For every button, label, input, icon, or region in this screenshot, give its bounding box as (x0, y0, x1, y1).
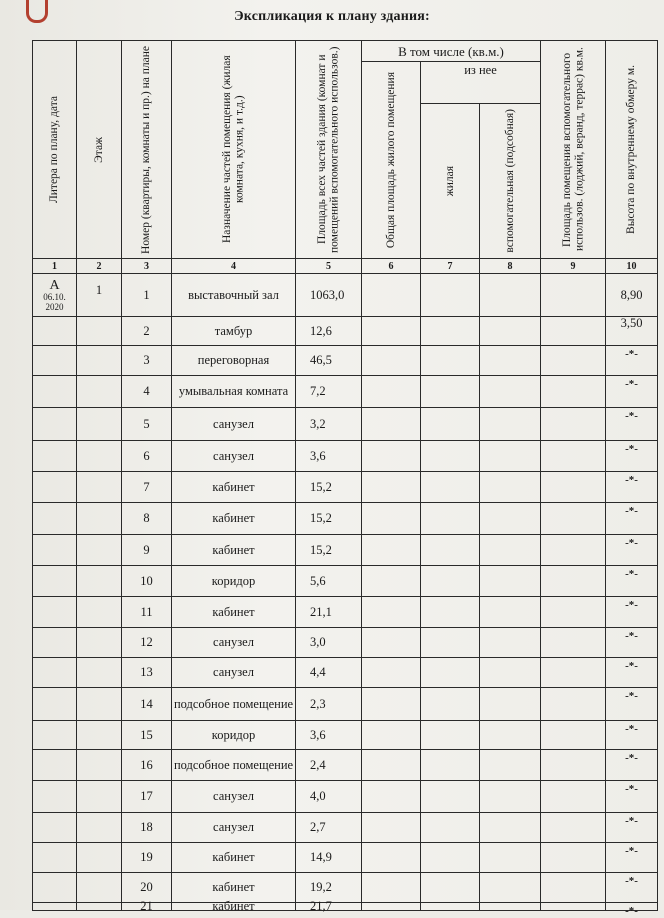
room-purpose: санузел (172, 628, 296, 658)
loggia-cell (541, 873, 606, 903)
living-total-cell (362, 441, 421, 472)
litera-cell (33, 503, 77, 535)
room-height: -*- (606, 408, 658, 441)
living-cell (421, 813, 480, 843)
page-title: Экспликация к плану здания: (234, 9, 430, 24)
header-purpose (172, 41, 296, 259)
living-total-cell (362, 873, 421, 903)
auxiliary-cell (480, 750, 541, 781)
room-number: 3 (122, 346, 172, 376)
litera-cell (33, 597, 77, 628)
room-area: 3,2 (296, 408, 362, 441)
floor-cell (77, 376, 122, 408)
litera-date: 06.10. 2020 (43, 291, 66, 312)
header-group-including: В том числе (кв.м.) (362, 41, 541, 62)
floor-cell (77, 658, 122, 688)
loggia-cell (541, 317, 606, 346)
header-auxiliary-text: вспомогательная (подсобная) (503, 109, 516, 253)
room-number: 9 (122, 535, 172, 566)
header-room-number (122, 41, 172, 259)
room-area: 3,6 (296, 721, 362, 750)
floor-cell (77, 873, 122, 903)
auxiliary-cell (480, 535, 541, 566)
room-number: 19 (122, 843, 172, 873)
room-number: 14 (122, 688, 172, 721)
room-area: 15,2 (296, 472, 362, 503)
header-purpose-text: Назначение частей помещения (жилая комната, кухня, и т.д.) (221, 55, 246, 244)
header-living (421, 104, 480, 259)
loggia-cell (541, 376, 606, 408)
loggia-cell (541, 535, 606, 566)
floor-cell (77, 721, 122, 750)
floor-cell (77, 813, 122, 843)
living-total-cell (362, 721, 421, 750)
room-area: 3,6 (296, 441, 362, 472)
litera-cell (33, 658, 77, 688)
living-total-cell (362, 813, 421, 843)
loggia-cell (541, 813, 606, 843)
room-purpose: кабинет (172, 903, 296, 911)
room-purpose: выставочный зал (172, 274, 296, 317)
living-cell (421, 408, 480, 441)
room-number: 21 (122, 903, 172, 911)
floor-cell (77, 346, 122, 376)
living-total-cell (362, 274, 421, 317)
room-number: 7 (122, 472, 172, 503)
living-cell (421, 658, 480, 688)
auxiliary-cell (480, 843, 541, 873)
room-purpose: санузел (172, 408, 296, 441)
room-purpose: умывальная комната (172, 376, 296, 408)
room-purpose: кабинет (172, 472, 296, 503)
living-cell (421, 843, 480, 873)
floor-cell (77, 535, 122, 566)
loggia-cell (541, 628, 606, 658)
litera-cell (33, 813, 77, 843)
living-cell (421, 346, 480, 376)
room-height: -*- (606, 535, 658, 566)
header-auxiliary (480, 104, 541, 259)
litera-value: А (49, 277, 60, 293)
column-number: 2 (77, 259, 122, 274)
room-height: 8,90 (606, 274, 658, 317)
living-cell (421, 597, 480, 628)
room-purpose: кабинет (172, 597, 296, 628)
room-area: 4,4 (296, 658, 362, 688)
auxiliary-cell (480, 597, 541, 628)
room-number: 11 (122, 597, 172, 628)
room-height: -*- (606, 441, 658, 472)
litera-cell (33, 274, 77, 317)
auxiliary-cell (480, 274, 541, 317)
room-height: -*- (606, 721, 658, 750)
room-number: 18 (122, 813, 172, 843)
living-total-cell (362, 843, 421, 873)
loggia-cell (541, 566, 606, 597)
floor-cell (77, 843, 122, 873)
floor-cell (77, 628, 122, 658)
loggia-cell (541, 750, 606, 781)
loggia-cell (541, 658, 606, 688)
living-cell (421, 503, 480, 535)
floor-cell (77, 317, 122, 346)
room-number: 4 (122, 376, 172, 408)
auxiliary-cell (480, 441, 541, 472)
header-litera (33, 41, 77, 259)
header-loggia-area-text: Площадь помещения вспомогательного использов. (лоджий, веранд, террас) кв.м. (560, 47, 585, 252)
header-room-number-text: Номер (квартиры, комнаты и пр.) на плане (140, 45, 153, 254)
floor-cell (77, 503, 122, 535)
room-height: -*- (606, 346, 658, 376)
litera-cell (33, 441, 77, 472)
auxiliary-cell (480, 472, 541, 503)
room-number: 1 (122, 274, 172, 317)
room-area: 2,7 (296, 813, 362, 843)
auxiliary-cell (480, 721, 541, 750)
room-purpose: санузел (172, 441, 296, 472)
loggia-cell (541, 346, 606, 376)
header-total-area (296, 41, 362, 259)
auxiliary-cell (480, 503, 541, 535)
floor-cell (77, 408, 122, 441)
column-number: 10 (606, 259, 658, 274)
room-area: 1063,0 (296, 274, 362, 317)
living-cell (421, 317, 480, 346)
room-number: 10 (122, 566, 172, 597)
living-cell (421, 441, 480, 472)
auxiliary-cell (480, 781, 541, 813)
floor-cell (77, 566, 122, 597)
header-height (606, 41, 658, 259)
room-area: 15,2 (296, 535, 362, 566)
litera-cell (33, 472, 77, 503)
auxiliary-cell (480, 688, 541, 721)
room-purpose: кабинет (172, 503, 296, 535)
loggia-cell (541, 408, 606, 441)
living-total-cell (362, 535, 421, 566)
room-height: 3,50 (606, 317, 658, 346)
column-number: 7 (421, 259, 480, 274)
room-area: 2,3 (296, 688, 362, 721)
room-number: 13 (122, 658, 172, 688)
litera-cell (33, 688, 77, 721)
litera-cell (33, 873, 77, 903)
room-height: -*- (606, 376, 658, 408)
room-height: -*- (606, 750, 658, 781)
header-living-text: жилая (443, 165, 456, 197)
room-height: -*- (606, 658, 658, 688)
living-total-cell (362, 346, 421, 376)
loggia-cell (541, 721, 606, 750)
header-floor (77, 41, 122, 259)
living-total-cell (362, 688, 421, 721)
header-litera-text: Литера по плану, дата (48, 95, 61, 204)
column-number: 9 (541, 259, 606, 274)
column-number: 6 (362, 259, 421, 274)
loggia-cell (541, 843, 606, 873)
living-cell (421, 376, 480, 408)
living-cell (421, 535, 480, 566)
room-area: 2,4 (296, 750, 362, 781)
header-subgroup: из нее (421, 62, 541, 104)
room-height: -*- (606, 628, 658, 658)
loggia-cell (541, 597, 606, 628)
living-total-cell (362, 750, 421, 781)
column-number: 8 (480, 259, 541, 274)
room-height: -*- (606, 813, 658, 843)
living-cell (421, 873, 480, 903)
room-purpose: подсобное помещение (172, 750, 296, 781)
room-number: 5 (122, 408, 172, 441)
room-height: -*- (606, 597, 658, 628)
living-cell (421, 688, 480, 721)
litera-cell (33, 566, 77, 597)
room-height: -*- (606, 472, 658, 503)
loggia-cell (541, 688, 606, 721)
litera-cell (33, 628, 77, 658)
room-area: 7,2 (296, 376, 362, 408)
room-area: 19,2 (296, 873, 362, 903)
living-total-cell (362, 781, 421, 813)
living-cell (421, 781, 480, 813)
auxiliary-cell (480, 566, 541, 597)
room-number: 15 (122, 721, 172, 750)
living-total-cell (362, 317, 421, 346)
room-area: 15,2 (296, 503, 362, 535)
living-cell (421, 628, 480, 658)
room-number: 17 (122, 781, 172, 813)
living-total-cell (362, 472, 421, 503)
room-purpose: коридор (172, 721, 296, 750)
explication-table (32, 40, 658, 917)
loggia-cell (541, 781, 606, 813)
room-height: -*- (606, 873, 658, 903)
room-number: 6 (122, 441, 172, 472)
litera-cell (33, 376, 77, 408)
room-height: -*- (606, 781, 658, 813)
header-living-total-text: Общая площадь жилого помещения (384, 71, 397, 249)
living-total-cell (362, 566, 421, 597)
room-number: 20 (122, 873, 172, 903)
room-number: 12 (122, 628, 172, 658)
litera-cell (33, 317, 77, 346)
room-area: 4,0 (296, 781, 362, 813)
room-purpose: санузел (172, 658, 296, 688)
floor-cell (77, 472, 122, 503)
room-purpose: кабинет (172, 873, 296, 903)
room-height: -*- (606, 688, 658, 721)
room-purpose: тамбур (172, 317, 296, 346)
floor-cell (77, 781, 122, 813)
auxiliary-cell (480, 376, 541, 408)
loggia-cell (541, 274, 606, 317)
room-height: -*- (606, 843, 658, 873)
room-area: 14,9 (296, 843, 362, 873)
litera-cell (33, 535, 77, 566)
header-loggia-area (541, 41, 606, 259)
column-number: 5 (296, 259, 362, 274)
room-purpose: переговорная (172, 346, 296, 376)
litera-cell (33, 408, 77, 441)
living-total-cell (362, 628, 421, 658)
living-cell (421, 274, 480, 317)
room-number: 2 (122, 317, 172, 346)
room-number: 8 (122, 503, 172, 535)
room-purpose: подсобное помещение (172, 688, 296, 721)
room-height: -*- (606, 566, 658, 597)
room-height: -*- (606, 503, 658, 535)
header-height-text: Высота по внутреннему обмеру м. (625, 65, 638, 234)
auxiliary-cell (480, 658, 541, 688)
floor-cell (77, 750, 122, 781)
auxiliary-cell (480, 317, 541, 346)
loggia-cell (541, 441, 606, 472)
floor-cell (77, 441, 122, 472)
living-total-cell (362, 408, 421, 441)
floor-cell: 1 (77, 274, 122, 317)
living-cell (421, 750, 480, 781)
auxiliary-cell (480, 813, 541, 843)
room-purpose: санузел (172, 781, 296, 813)
living-total-cell (362, 658, 421, 688)
litera-cell (33, 346, 77, 376)
room-number: 16 (122, 750, 172, 781)
column-number: 4 (172, 259, 296, 274)
header-floor-text: Этаж (92, 136, 105, 163)
room-area: 12,6 (296, 317, 362, 346)
room-area: 21,7 (296, 903, 362, 911)
header-total-area-text: Площадь всех частей здания (комнат и помещений вспомогательного использов.) (316, 46, 341, 253)
litera-cell (33, 750, 77, 781)
litera-cell (33, 781, 77, 813)
floor-cell (77, 597, 122, 628)
loggia-cell (541, 503, 606, 535)
litera-cell (33, 721, 77, 750)
auxiliary-cell (480, 408, 541, 441)
room-area: 3,0 (296, 628, 362, 658)
living-cell (421, 566, 480, 597)
auxiliary-cell (480, 346, 541, 376)
auxiliary-cell (480, 628, 541, 658)
column-number: 3 (122, 259, 172, 274)
room-purpose: коридор (172, 566, 296, 597)
litera-cell (33, 843, 77, 873)
header-living-total (362, 62, 421, 259)
living-total-cell (362, 376, 421, 408)
column-number: 1 (33, 259, 77, 274)
room-area: 46,5 (296, 346, 362, 376)
room-purpose: санузел (172, 813, 296, 843)
room-area: 5,6 (296, 566, 362, 597)
living-cell (421, 472, 480, 503)
loggia-cell (541, 472, 606, 503)
room-area: 21,1 (296, 597, 362, 628)
room-height: -*- (606, 903, 658, 911)
room-purpose: кабинет (172, 843, 296, 873)
living-total-cell (362, 597, 421, 628)
living-cell (421, 721, 480, 750)
auxiliary-cell (480, 873, 541, 903)
room-purpose: кабинет (172, 535, 296, 566)
floor-cell (77, 688, 122, 721)
living-total-cell (362, 503, 421, 535)
